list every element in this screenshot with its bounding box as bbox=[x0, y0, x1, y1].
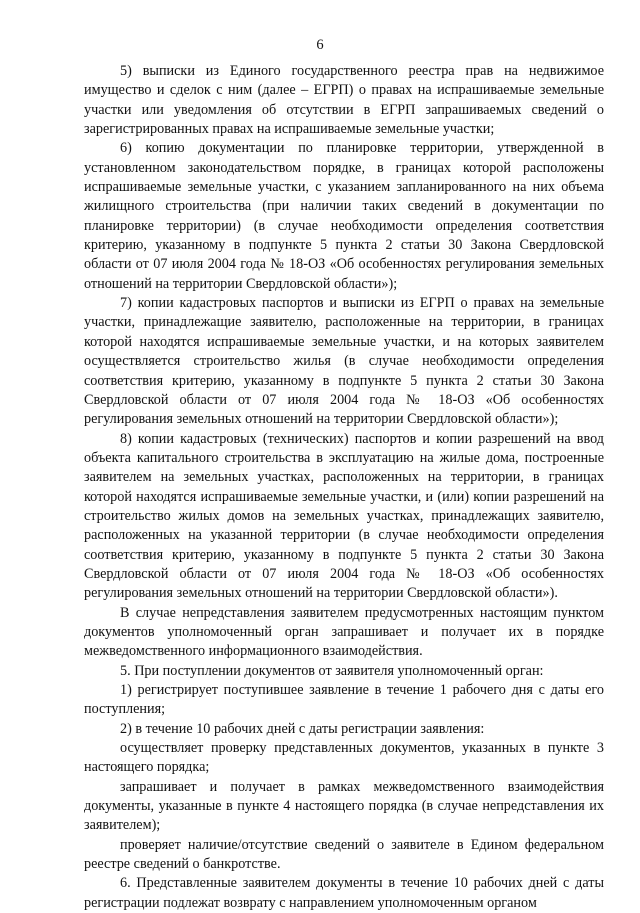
paragraph-item-7: 7) копии кадастровых паспортов и выписки из ЕГРП о правах на земельные участки, принадлежащие заявителю, расположенные на территории, в границах которой находятся испрашиваемые земельные участки, и на которых заявителем осуществляется строительство жилья (в случае необходимости определения соответствия критерию, указанному в подпункте 5 пункта 2 статьи 30 Закона Свердловской области от 07 июля 2004 года № 18-ОЗ «Об особенностях регулирования земельных отношений на территории Свердловской области»); bbox=[84, 295, 604, 428]
paragraph-section-6: 6. Представленные заявителем документы в течение 10 рабочих дней с даты регистрации подлежат возврату с направлением уполномоченным органом bbox=[84, 875, 604, 911]
paragraph-section-5: 5. При поступлении документов от заявителя уполномоченный орган: bbox=[120, 662, 544, 679]
paragraph-request-documents: запрашивает и получает в рамках межведомственного взаимодействия документы, указанные в пункте 4 настоящего порядка (в случае непредставления их заявителем); bbox=[84, 778, 604, 834]
paragraph-section-5-item-1: 1) регистрирует поступившее заявление в течение 1 рабочего дня с даты его поступления; bbox=[84, 682, 604, 718]
paragraph-item-5: 5) выписки из Единого государственного реестра прав на недвижимое имущество и сделок с ним (далее – ЕГРП) о правах на испрашиваемые земельные участки или уведомления об отсутствии в ЕГРП запрашиваемых сведений о зарегистрированных правах на испрашиваемые земельные участки; bbox=[84, 63, 604, 138]
paragraph-item-6: 6) копию документации по планировке территории, утвержденной в установленном законодательством порядке, в границах которой расположены испрашиваемые земельные участки, с указанием запланированного на них объема жилищного строительства (при наличии таких сведений в документации по планировке территории) (в случае необходимости определения соответствия критерию, указанному в подпункте 5 пункта 2 статьи 30 Закона Свердловской области от 07 июля 2004 года № 18-ОЗ «Об особенностях регулирования земельных отношений на территории Свердловской области»); bbox=[84, 140, 604, 292]
page-number: 6 bbox=[316, 37, 324, 53]
paragraph-section-5-item-2: 2) в течение 10 рабочих дней с даты регистрации заявления: bbox=[120, 720, 485, 737]
paragraph-item-8: 8) копии кадастровых (технических) паспортов и копии разрешений на ввод объекта капитального строительства в эксплуатацию на жилые дома, построенные заявителем на земельных участках, расположенных на территории, в границах которой находятся испрашиваемые земельные участки, и (или) копии разрешений на строительство жилых домов на земельных участках, принадлежащих заявителю, расположенных на указанной территории (в случае необходимости определения соответствия критерию, указанному в подпункте 5 пункта 2 статьи 30 Закона Свердловской области от 07 июля 2004 года № 18-ОЗ «Об особенностях регулирования земельных отношений на территории Свердловской области»). bbox=[84, 430, 604, 602]
paragraph-nonsubmission: В случае непредставления заявителем предусмотренных настоящим пунктом документов уполномоченный орган запрашивает и получает их в порядке межведомственного информационного взаимодействия. bbox=[84, 604, 604, 660]
document-body bbox=[84, 62, 604, 913]
paragraph-check-documents: осуществляет проверку представленных документов, указанных в пункте 3 настоящего порядка; bbox=[84, 740, 604, 776]
paragraph-bankruptcy-check: проверяет наличие/отсутствие сведений о заявителе в Едином федеральном реестре сведений о банкротстве. bbox=[84, 836, 604, 873]
